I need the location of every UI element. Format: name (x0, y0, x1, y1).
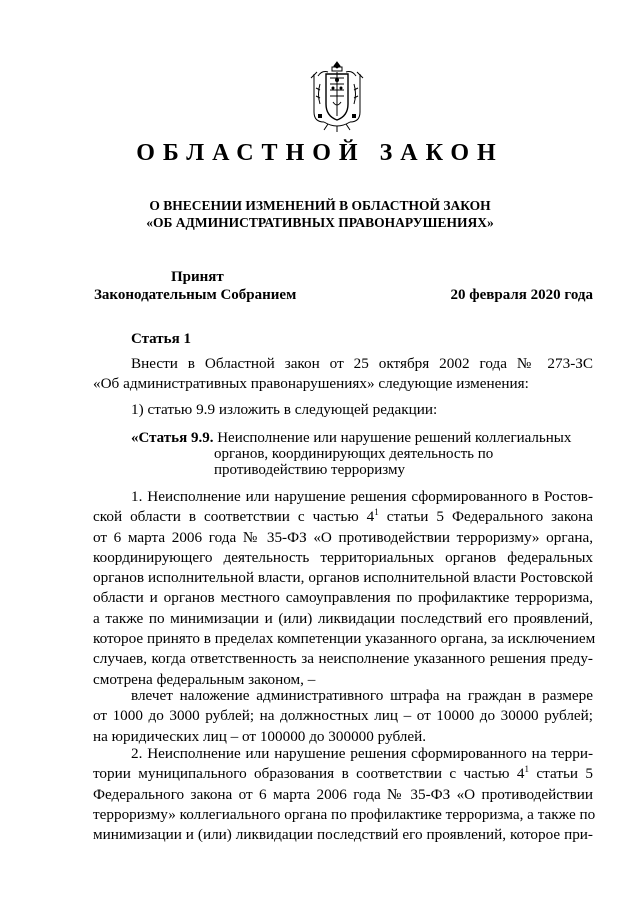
part-1-line: ской области в соответствии с частью $4^1$ статьи 5 Федерального закона (93, 507, 593, 526)
intro-line-1: Внести в Областной закон от 25 октября 2002 года № 273-ЗС (131, 355, 593, 372)
article-9-9-title-line-2: органов, координирующих деятельность по (214, 446, 494, 462)
part-1-line: которое принято в пределах компетенции указанного органа, за исключением (93, 630, 596, 648)
part-1-line: 1. Неисполнение или нарушение решения сформированного в Ростов- (131, 488, 593, 505)
intro-line-2: «Об административных правонарушениях» следующие изменения: (93, 375, 529, 393)
superscript: 1 (374, 507, 379, 518)
law-title: ОБЛАСТНОЙ ЗАКОН (136, 140, 504, 166)
superscript: 1 (524, 764, 530, 775)
adopted-label: Принят (171, 269, 224, 285)
article-1-item-1 (93, 400, 593, 420)
item-1-text: 1) статью 9.9 изложить в следующей редакции: (131, 401, 438, 418)
adoption-block (94, 268, 296, 304)
part-1-line: органов исполнительной власти, органов исполнительной власти Ростовской (93, 569, 593, 587)
part-1-line: смотрена федеральным законом, – (93, 670, 316, 688)
subtitle-line-2: «ОБ АДМИНИСТРАТИВНЫХ ПРАВОНАРУШЕНИЯХ» (146, 215, 494, 230)
part-1-line: от 6 марта 2006 года № 35-ФЗ «О противодействии терроризму» органа, (93, 528, 593, 546)
sanction-line: на юридических лиц – от 100000 до 300000 рублей. (93, 727, 427, 745)
article-9-9-label: Статья 9.9. (138, 430, 214, 446)
article-1-heading: Статья 1 (131, 331, 191, 347)
part-2-line: тории муниципального образования в соответствии с частью $4^1$ статьи 5 (93, 764, 594, 783)
subtitle-line-1: О ВНЕСЕНИИ ИЗМЕНЕНИЙ В ОБЛАСТНОЙ ЗАКОН (149, 198, 491, 213)
part-2-line: Федерального закона от 6 марта 2006 года № 35-ФЗ «О противодействии (93, 785, 593, 803)
article-9-9-part-2 (93, 744, 596, 845)
adoption-date: 20 февраля 2020 года (450, 287, 593, 303)
adopted-by: Законодательным Собранием (94, 287, 297, 303)
article-9-9-heading (131, 430, 571, 478)
sanction-line: влечет наложение административного штрафа на граждан в размере (131, 687, 593, 704)
article-9-9-title-line-1: Неисполнение или нарушение решений коллегиальных (217, 430, 572, 446)
article-9-9-part-1 (93, 487, 596, 690)
part-1-line: случаев, когда ответственность за неисполнение указанного решения преду- (93, 650, 593, 668)
part-2-line: минимизации и (или) ликвидации последствий его проявлений, которое при- (93, 826, 593, 844)
part-1-line: координирующего деятельность территориальных органов федеральных (93, 548, 593, 566)
part-2-line: терроризму» коллегиального органа по профилактике терроризма, а также по (93, 805, 596, 823)
law-subtitle (0, 197, 640, 231)
part-1-line: области и органов местного самоуправления по профилактике терроризма, (93, 589, 593, 607)
article-9-9-title-line-3: противодействию терроризму (214, 462, 406, 478)
coat-of-arms-icon (306, 58, 368, 134)
part-1-line: а также по минимизации и (или) ликвидации последствий его проявлений, (93, 609, 593, 627)
article-9-9-prefix: « (131, 430, 139, 446)
article-1-intro (93, 354, 593, 395)
sanction-line: от 1000 до 3000 рублей; на должностных лиц – от 10000 до 30000 рублей; (93, 707, 593, 725)
part-2-line: 2. Неисполнение или нарушение решения сформированного на терри- (131, 745, 593, 762)
article-9-9-sanction-1 (93, 686, 593, 747)
